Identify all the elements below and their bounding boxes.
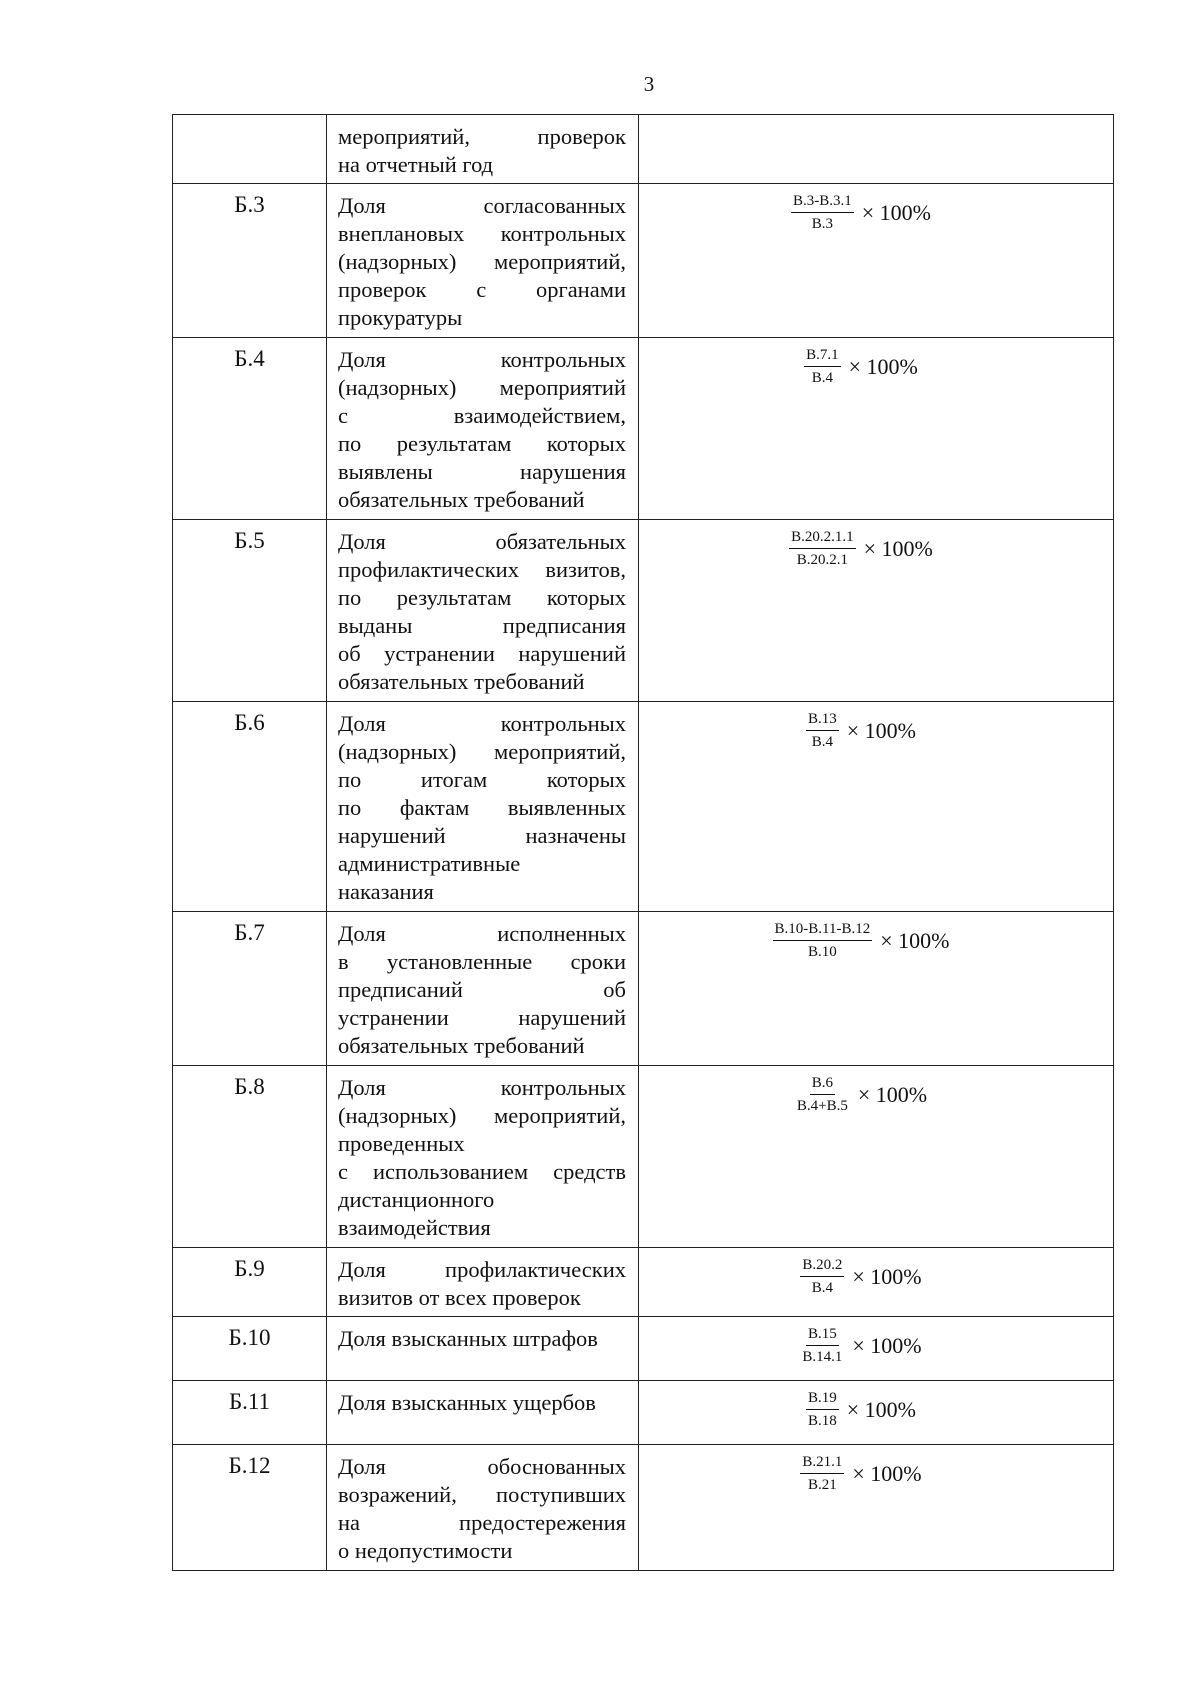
indicator-description (327, 702, 639, 912)
table-row (173, 702, 1114, 912)
indicator-formula (639, 702, 1114, 912)
page-number: 3 (643, 72, 655, 96)
indicator-description (327, 520, 639, 702)
formula-multiplier: × 100% (861, 199, 931, 225)
table-row (173, 1317, 1114, 1381)
description-line: наказания (338, 879, 434, 904)
formula-fraction (789, 192, 856, 233)
formula-multiplier: × 100% (852, 1460, 922, 1486)
formula-numerator: В.10-В.11-В.12 (773, 920, 873, 941)
formula-multiplier: × 100% (857, 1081, 928, 1107)
description-line: на предостережения (338, 1510, 626, 1535)
indicator-formula (639, 338, 1114, 520)
description-line: обязательных требований (338, 487, 585, 512)
indicator-formula (639, 1248, 1114, 1317)
description-line: внеплановых контрольных (338, 221, 626, 246)
formula-numerator: В.20.2.1.1 (789, 528, 856, 549)
formula-denominator: В.4 (811, 370, 834, 386)
description-line: (надзорных) мероприятий, (338, 1103, 626, 1128)
table-row (173, 115, 1114, 184)
formula-multiplier: × 100% (846, 1396, 916, 1422)
description-line: о недопустимости (338, 1538, 513, 1563)
indicators-table (172, 114, 1114, 1571)
formula-fraction (798, 1453, 846, 1494)
indicator-code: Б.5 (173, 520, 327, 702)
description-line: административные (338, 851, 521, 876)
indicator-formula (639, 1317, 1114, 1381)
formula-denominator: В.4 (811, 734, 834, 750)
description-line: на отчетный год (338, 152, 494, 177)
table-row (173, 1381, 1114, 1445)
description-line: визитов от всех проверок (338, 1285, 581, 1310)
formula-denominator: В.18 (808, 1413, 837, 1429)
description-line: проверок с органами (338, 277, 626, 302)
formula-multiplier: × 100% (852, 1263, 922, 1289)
description-line: Доля взысканных штрафов (338, 1326, 598, 1351)
description-line: возражений, поступивших (338, 1482, 626, 1507)
description-line: проведенных (338, 1131, 465, 1156)
indicator-description (327, 1066, 639, 1248)
indicator-formula (639, 912, 1114, 1066)
indicator-formula (639, 1381, 1114, 1445)
formula-fraction (804, 1389, 841, 1430)
description-line: Доля профилактических (338, 1257, 626, 1282)
indicator-code: Б.10 (173, 1317, 327, 1381)
formula-numerator: В.21.1 (800, 1453, 844, 1474)
formula-denominator: В.21 (808, 1477, 837, 1493)
indicator-code: Б.7 (173, 912, 327, 1066)
description-line: Доля обоснованных (338, 1454, 626, 1479)
table-row (173, 520, 1114, 702)
formula-multiplier: × 100% (880, 927, 950, 953)
table-row (173, 1248, 1114, 1317)
formula-fraction (798, 1325, 846, 1366)
table-row (173, 184, 1114, 338)
formula-multiplier: × 100% (852, 1332, 922, 1358)
indicator-description (327, 1381, 639, 1445)
indicator-formula (639, 184, 1114, 338)
formula-denominator: В.20.2.1 (796, 552, 849, 568)
formula-fraction (798, 1256, 846, 1297)
formula-multiplier: × 100% (848, 353, 918, 379)
description-line: Доля контрольных (338, 347, 626, 372)
description-line: обязательных требований (338, 1033, 585, 1058)
formula-numerator: В.19 (806, 1389, 839, 1410)
description-line: выявлены нарушения (338, 459, 626, 484)
indicator-code: Б.3 (173, 184, 327, 338)
description-line: профилактических визитов, (338, 557, 626, 582)
description-line: Доля взысканных ущербов (338, 1390, 596, 1415)
description-line: Доля исполненных (338, 921, 626, 946)
description-line: (надзорных) мероприятий, (338, 249, 626, 274)
description-line: Доля обязательных (338, 529, 626, 554)
indicator-description (327, 184, 639, 338)
description-line: с взаимодействием, (338, 403, 626, 428)
description-line: устранении нарушений (338, 1005, 626, 1030)
description-line: Доля контрольных (338, 1075, 626, 1100)
description-line: Доля согласованных (338, 193, 626, 218)
description-line: предписаний об (338, 977, 626, 1002)
indicator-description (327, 338, 639, 520)
formula-numerator: В.20.2 (800, 1256, 844, 1277)
formula-fraction (787, 528, 858, 569)
formula-fraction (802, 346, 843, 387)
description-line: дистанционного (338, 1187, 495, 1212)
description-line: с использованием средств (338, 1159, 626, 1184)
indicator-code: Б.9 (173, 1248, 327, 1317)
table-row (173, 1445, 1114, 1571)
formula-fraction (804, 710, 841, 751)
indicator-description (327, 1317, 639, 1381)
indicator-description (327, 1445, 639, 1571)
formula-denominator: В.10 (808, 944, 837, 960)
indicator-code (173, 115, 327, 184)
formula-numerator: В.7.1 (804, 346, 841, 367)
description-line: по фактам выявленных (338, 795, 626, 820)
description-line: выданы предписания (338, 613, 626, 638)
formula-multiplier: × 100% (846, 717, 916, 743)
description-line: мероприятий, проверок (338, 124, 626, 149)
indicator-code: Б.6 (173, 702, 327, 912)
indicator-code: Б.12 (173, 1445, 327, 1571)
indicator-formula (639, 1445, 1114, 1571)
indicator-code: Б.11 (173, 1381, 327, 1445)
table-row (173, 912, 1114, 1066)
formula-fraction (793, 1074, 852, 1115)
indicator-description (327, 115, 639, 184)
indicator-code: Б.4 (173, 338, 327, 520)
description-line: нарушений назначены (338, 823, 626, 848)
formula-denominator: В.4 (811, 1280, 834, 1296)
description-line: взаимодействия (338, 1215, 491, 1240)
description-line: (надзорных) мероприятий (338, 375, 626, 400)
indicator-description (327, 1248, 639, 1317)
formula-multiplier: × 100% (863, 535, 933, 561)
description-line: по итогам которых (338, 767, 626, 792)
indicator-formula (639, 115, 1114, 184)
description-line: обязательных требований (338, 669, 585, 694)
formula-fraction (771, 920, 875, 961)
description-line: об устранении нарушений (338, 641, 626, 666)
description-line: Доля контрольных (338, 711, 626, 736)
formula-numerator: В.6 (810, 1074, 835, 1095)
formula-numerator: В.13 (806, 710, 839, 731)
indicator-code: Б.8 (173, 1066, 327, 1248)
description-line: (надзорных) мероприятий, (338, 739, 626, 764)
table-row (173, 1066, 1114, 1248)
formula-denominator: В.14.1 (802, 1349, 843, 1365)
description-line: в установленные сроки (338, 949, 626, 974)
formula-numerator: В.15 (806, 1325, 839, 1346)
formula-denominator: В.3 (811, 216, 834, 232)
indicator-formula (639, 1066, 1114, 1248)
table-row (173, 338, 1114, 520)
indicator-formula (639, 520, 1114, 702)
description-line: по результатам которых (338, 585, 626, 610)
indicator-description (327, 912, 639, 1066)
formula-denominator: В.4+В.5 (796, 1098, 848, 1114)
description-line: по результатам которых (338, 431, 626, 456)
description-line: прокуратуры (338, 305, 463, 330)
formula-numerator: В.3-В.3.1 (791, 192, 854, 213)
